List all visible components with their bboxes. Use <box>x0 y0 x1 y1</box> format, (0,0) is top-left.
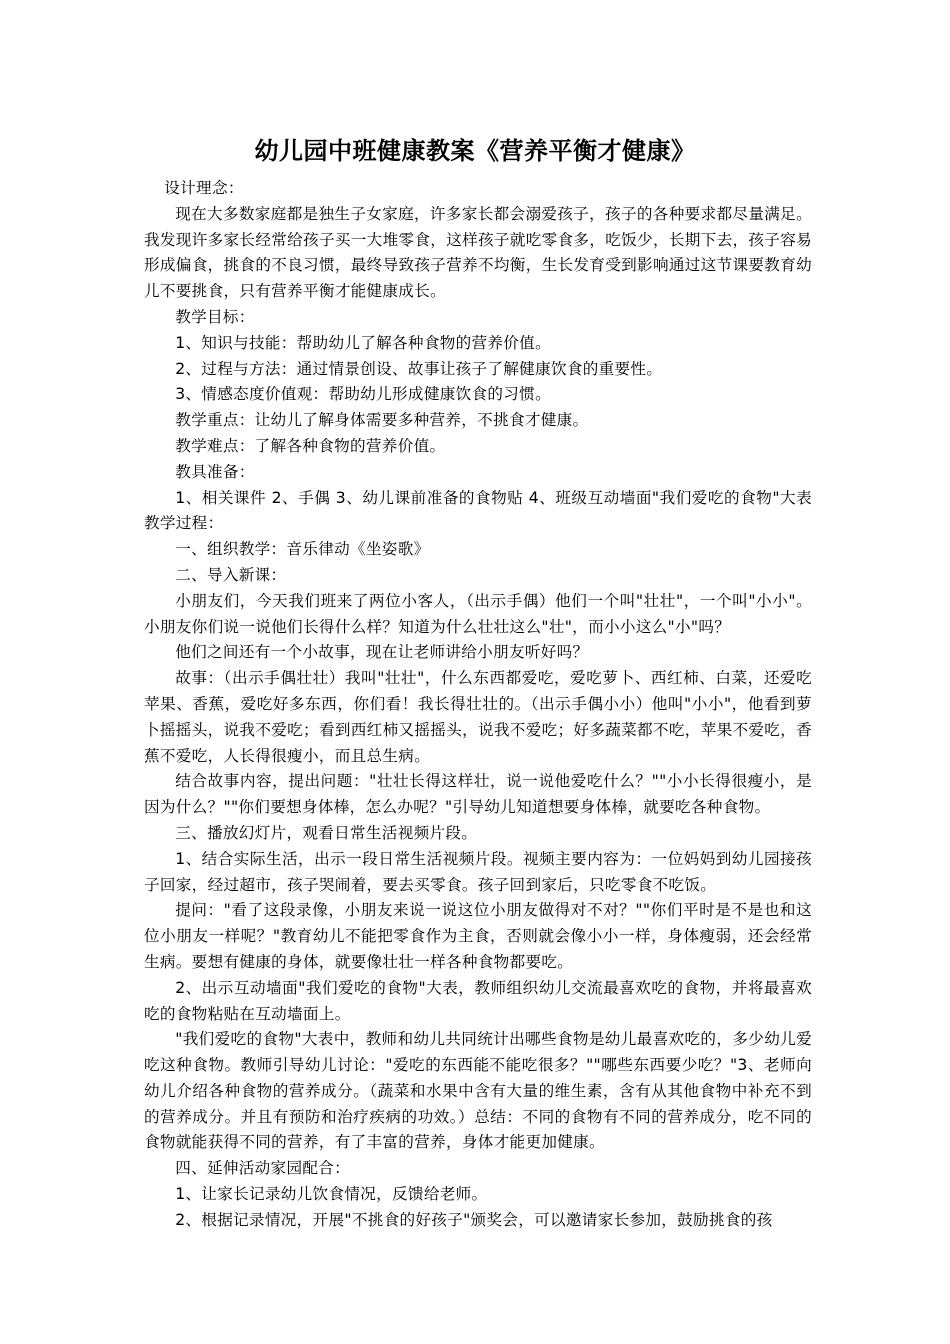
paragraph-difficulty: 教学难点：了解各种食物的营养价值。 <box>175 436 446 455</box>
paragraph-step-4: 四、延伸活动家园配合： <box>175 1159 351 1178</box>
paragraph-key-point: 教学重点：让幼儿了解身体需要多种营养，不挑食才健康。 <box>175 411 589 430</box>
paragraph-objective-1: 1、知识与技能：帮助幼儿了解各种食物的营养价值。 <box>175 333 551 352</box>
paragraph-video-questions: 提问："看了这段录像，小朋友来说一说这位小朋友做得对不对？""你们平时是不是也和这位小朋友一样呢？"教育幼儿不能把零食作为主食，否则就会像小小一样，身体瘦弱，还会经常生病。要想有健康的身体，就要像壮壮一样各种食物都要吃。 <box>144 901 812 971</box>
paragraph-wall: 2、出示互动墙面"我们爱吃的食物"大表，教师组织幼儿交流最喜欢吃的食物，并将最喜欢吃的食物粘贴在互动墙面上。 <box>144 978 812 1023</box>
paragraph-extension-2: 2、根据记录情况，开展"不挑食的好孩子"颁奖会，可以邀请家长参加，鼓励挑食的孩 <box>175 1210 773 1229</box>
paragraph-design-concept-heading: 设计理念： <box>164 179 244 197</box>
paragraph-materials: 1、相关课件 2、手偶 3、幼儿课前准备的食物贴 4、班级互动墙面"我们爱吃的食物"大表教学过程： <box>144 488 812 533</box>
paragraph-objective-2: 2、过程与方法：通过情景创设、故事让孩子了解健康饮食的重要性。 <box>175 359 663 378</box>
paragraph-step-3: 三、播放幻灯片，观看日常生活视频片段。 <box>175 823 478 842</box>
paragraph-wall-discussion: "我们爱吃的食物"大表中，教师和幼儿共同统计出哪些食物是幼儿最喜欢吃的，多少幼儿爱吃这种食物。教师引导幼儿讨论："爱吃的东西能不能吃很多？""哪些东西要少吃？"3、老师向幼儿介绍各种食物的营养成分。（蔬菜和水果中含有大量的维生素，含有从其他食物中补充不到的营养成分。并且有预防和治疗疾病的功效。）总结：不同的食物有不同的营养成分，吃不同的食物就能获得不同的营养，有了丰富的营养，身体才能更加健康。 <box>144 1030 812 1152</box>
paragraph-story: 故事：（出示手偶壮壮）我叫"壮壮"，什么东西都爱吃，爱吃萝卜、西红柿、白菜，还爱吃苹果、香蕉，爱吃好多东西，你们看！我长得壮壮的。（出示手偶小小）他叫"小小"，他看到萝卜摇摇头，说我不爱吃；看到西红柿又摇摇头，说我不爱吃；好多蔬菜都不吃，苹果不爱吃，香蕉不爱吃，人长得很瘦小，而且总生病。 <box>144 669 812 765</box>
paragraph-step-2: 二、导入新课： <box>175 565 287 584</box>
paragraph-extension-1: 1、让家长记录幼儿饮食情况，反馈给老师。 <box>175 1185 488 1204</box>
paragraph-story-lead: 他们之间还有一个小故事，现在让老师讲给小朋友听好吗？ <box>175 643 589 662</box>
document-body <box>144 176 812 1234</box>
paragraph-objectives-heading: 教学目标： <box>175 307 255 326</box>
paragraph-step-1: 一、组织教学：音乐律动《坐姿歌》 <box>175 540 430 559</box>
paragraph-design-concept: 现在大多数家庭都是独生子女家庭，许多家长都会溺爱孩子，孩子的各种要求都尽量满足。我发现许多家长经常给孩子买一大堆零食，这样孩子就吃零食多，吃饭少，长期下去，孩子容易形成偏食，挑食的不良习惯，最终导致孩子营养不均衡，生长发育受到影响通过这节课要教育幼儿不要挑食，只有营养平衡才能健康成长。 <box>144 204 812 301</box>
paragraph-questions: 结合故事内容，提出问题："壮壮长得这样壮，说一说他爱吃什么？""小小长得很瘦小，是因为什么？""你们要想身体棒，怎么办呢？"引导幼儿知道想要身体棒，就要吃各种食物。 <box>144 772 812 817</box>
paragraph-video: 1、结合实际生活，出示一段日常生活视频片段。视频主要内容为：一位妈妈到幼儿园接孩子回家，经过超市，孩子哭闹着，要去买零食。孩子回到家后，只吃零食不吃饭。 <box>144 849 812 894</box>
paragraph-intro: 小朋友们，今天我们班来了两位小客人，（出示手偶）他们一个叫"壮壮"，一个叫"小小"。小朋友你们说一说他们长得什么样？知道为什么壮壮这么"壮"，而小小这么"小"吗？ <box>144 591 812 636</box>
paragraph-materials-heading: 教具准备： <box>175 462 255 481</box>
document-title: 幼儿园中班健康教案《营养平衡才健康》 <box>254 137 696 165</box>
paragraph-objective-3: 3、情感态度价值观：帮助幼儿形成健康饮食的习惯。 <box>175 385 551 404</box>
